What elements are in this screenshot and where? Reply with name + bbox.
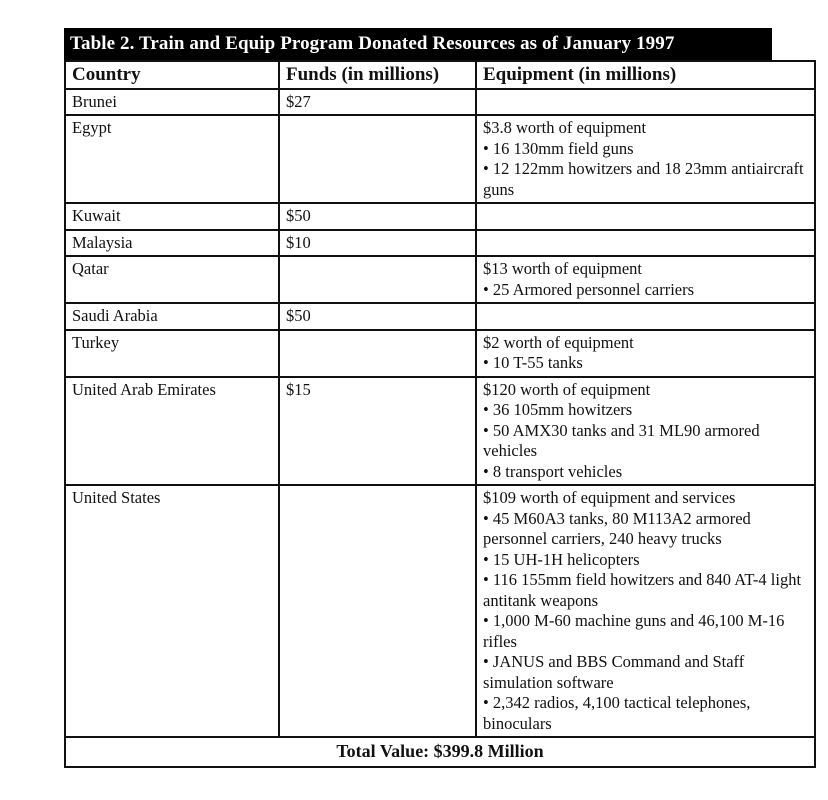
equipment-line: • 1,000 M-60 machine guns and 46,100 M-16 rifles xyxy=(483,611,785,651)
funds-cell: $27 xyxy=(279,89,476,116)
funds-cell: $10 xyxy=(279,230,476,257)
equipment-line: • 15 UH-1H helicopters xyxy=(483,549,640,569)
funds-cell xyxy=(279,256,476,303)
country-cell: Kuwait xyxy=(65,203,279,230)
equipment-line: • 2,342 radios, 4,100 tactical telephones, binoculars xyxy=(483,693,751,733)
equipment-line: $13 worth of equipment xyxy=(483,259,643,278)
funds-cell xyxy=(279,485,476,737)
header-funds: Funds (in millions) xyxy=(279,61,476,89)
equipment-cell xyxy=(476,115,815,203)
total-value: Total Value: $399.8 Million xyxy=(65,737,815,767)
funds-cell xyxy=(279,330,476,377)
equipment-line: • 10 T-55 tanks xyxy=(483,353,583,372)
table-row xyxy=(65,303,815,330)
country-cell: Brunei xyxy=(65,89,279,116)
country-cell: Malaysia xyxy=(65,230,279,257)
equipment-cell xyxy=(476,230,815,257)
equipment-line: • 25 Armored personnel carriers xyxy=(483,279,695,299)
table-row xyxy=(65,115,815,203)
equipment-line: $2 worth of equipment xyxy=(483,332,634,352)
table-row xyxy=(65,330,815,377)
equipment-line: $3.8 worth of equipment xyxy=(483,118,647,137)
equipment-cell xyxy=(476,203,815,230)
equipment-cell xyxy=(476,89,815,116)
equipment-line: $120 worth of equipment xyxy=(483,379,651,399)
equipment-cell xyxy=(476,377,815,486)
table-row xyxy=(65,377,815,486)
funds-cell: $15 xyxy=(279,377,476,486)
equipment-line: • 8 transport vehicles xyxy=(483,461,623,481)
resources-grid xyxy=(64,60,816,768)
resources-table xyxy=(64,28,804,768)
header-row xyxy=(65,61,815,89)
country-cell: Qatar xyxy=(65,256,279,303)
header-equipment: Equipment (in millions) xyxy=(476,61,815,89)
country-cell: Saudi Arabia xyxy=(65,303,279,330)
equipment-line: • 12 122mm howitzers and 18 23mm antiaircraft guns xyxy=(483,159,804,199)
equipment-cell xyxy=(476,256,815,303)
table-body xyxy=(65,89,815,738)
table-row xyxy=(65,230,815,257)
funds-cell: $50 xyxy=(279,303,476,330)
header-country: Country xyxy=(65,61,279,89)
table-row xyxy=(65,203,815,230)
country-cell: Egypt xyxy=(65,115,279,203)
equipment-line: • 45 M60A3 tanks, 80 M113A2 armored personnel carriers, 240 heavy trucks xyxy=(483,508,751,548)
funds-cell xyxy=(279,115,476,203)
equipment-line: • 36 105mm howitzers xyxy=(483,400,633,419)
country-cell: United States xyxy=(65,485,279,737)
funds-cell: $50 xyxy=(279,203,476,230)
table-title: Table 2. Train and Equip Program Donated Resources as of January 1997 xyxy=(64,28,772,60)
country-cell: United Arab Emirates xyxy=(65,377,279,486)
total-row xyxy=(65,737,815,767)
table-row xyxy=(65,485,815,737)
equipment-line: $109 worth of equipment and services xyxy=(483,488,736,507)
table-row xyxy=(65,89,815,116)
equipment-line: • 50 AMX30 tanks and 31 ML90 armored vehicles xyxy=(483,420,760,460)
table-row xyxy=(65,256,815,303)
equipment-line: • 116 155mm field howitzers and 840 AT-4 light antitank weapons xyxy=(483,570,802,610)
equipment-line: • 16 130mm field guns xyxy=(483,138,634,158)
equipment-cell xyxy=(476,303,815,330)
country-cell: Turkey xyxy=(65,330,279,377)
equipment-cell xyxy=(476,330,815,377)
equipment-line: • JANUS and BBS Command and Staff simulation software xyxy=(483,652,745,692)
equipment-cell xyxy=(476,485,815,737)
